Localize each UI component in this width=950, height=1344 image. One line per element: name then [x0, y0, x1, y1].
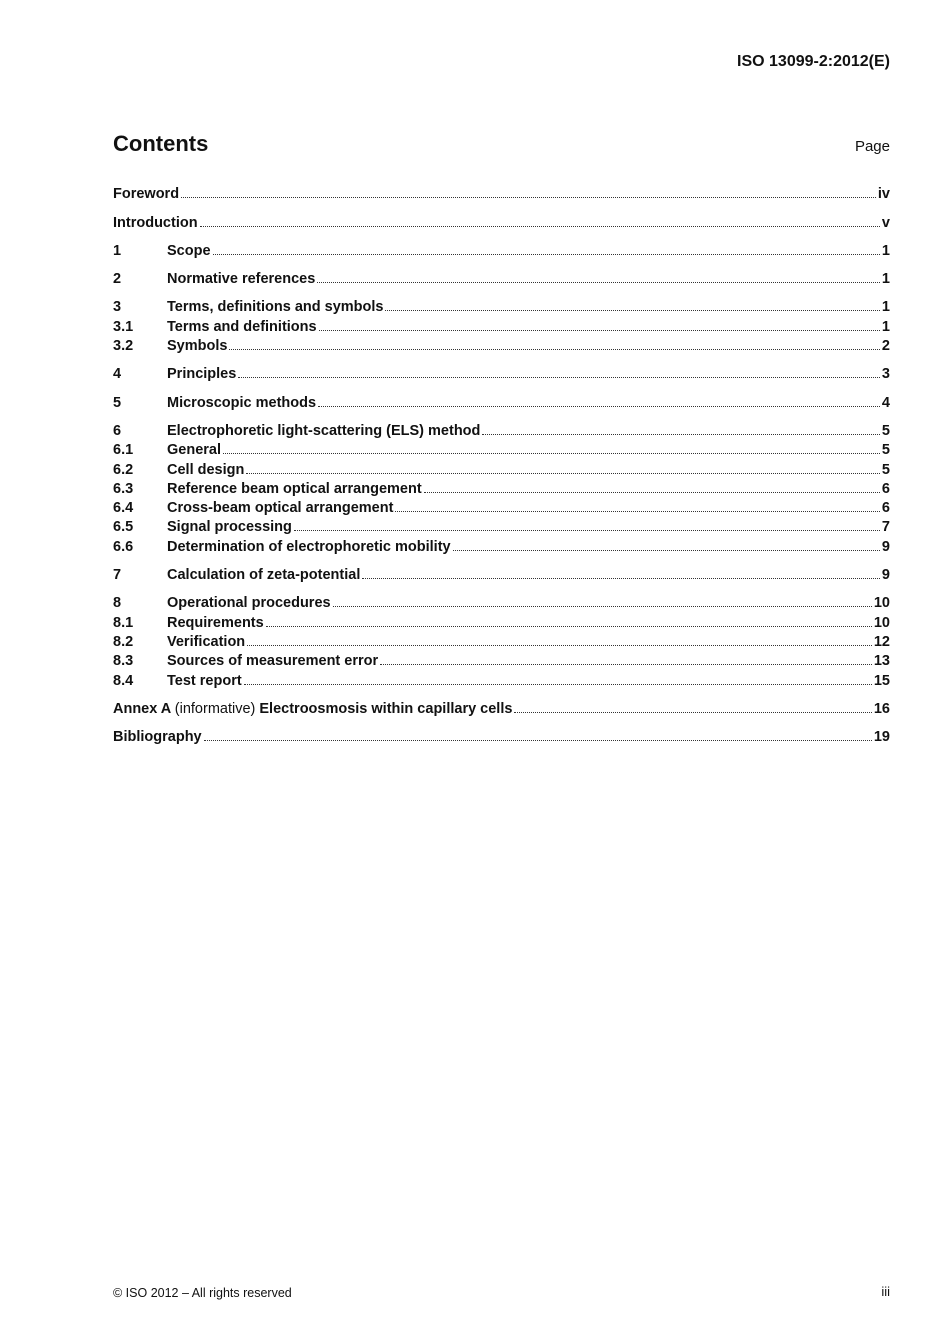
dot-leader: [453, 549, 880, 551]
toc-entry-number: 3.2: [113, 338, 134, 355]
toc-entry-foreword[interactable]: [113, 183, 890, 202]
toc-entry-page: 1: [881, 318, 890, 335]
dot-leader: [200, 225, 880, 227]
dot-leader: [514, 711, 871, 713]
toc-entry-title: Verification: [167, 633, 246, 650]
toc-entry-5[interactable]: [113, 391, 890, 410]
toc-entry-title: Reference beam optical arrangement: [167, 480, 422, 497]
toc-entry-title: Principles: [167, 366, 237, 383]
toc-entry-number: 5: [113, 394, 122, 411]
toc-entry-2[interactable]: [113, 268, 890, 287]
toc-entry-page: 6: [881, 500, 890, 517]
toc-entry-title: Test report: [167, 672, 242, 689]
toc-entry-number: 6.3: [113, 480, 134, 497]
toc-entry-number: 6: [113, 422, 122, 439]
toc-entry-page: 5: [881, 422, 890, 439]
dot-leader: [238, 376, 880, 378]
dot-leader: [362, 577, 880, 579]
toc-entry-title: [113, 701, 512, 717]
toc-entry-8-3[interactable]: [113, 650, 890, 669]
document-identifier: ISO 13099-2:2012(E): [737, 53, 890, 70]
toc-entry-page: 13: [873, 653, 890, 670]
toc-entry-title: Microscopic methods: [167, 394, 317, 411]
toc-entry-title: Electrophoretic light-scattering (ELS) method: [167, 422, 481, 439]
toc-entry-number: 6.2: [113, 461, 134, 478]
toc-entry-page: 1: [881, 242, 890, 259]
toc-entry-page: 16: [873, 700, 890, 717]
toc-entry-title: Bibliography: [113, 729, 202, 746]
dot-leader: [294, 529, 880, 531]
toc-entry-page: 1: [881, 271, 890, 288]
toc-entry-title: Scope: [167, 242, 211, 259]
toc-entry-6-5[interactable]: [113, 516, 890, 535]
toc-entry-number: 1: [113, 242, 122, 259]
toc-entry-4[interactable]: [113, 363, 890, 382]
dot-leader: [213, 253, 880, 255]
toc-entry-page: 5: [881, 442, 890, 459]
toc-entry-bibliography[interactable]: [113, 726, 890, 745]
toc-entry-title: Cross-beam optical arrangement: [167, 500, 394, 517]
dot-leader: [385, 309, 879, 311]
toc-entry-3-1[interactable]: [113, 315, 890, 334]
toc-entry-page: 1: [881, 299, 890, 316]
toc-entry-title: Operational procedures: [167, 595, 331, 612]
dot-leader: [181, 196, 876, 198]
dot-leader: [266, 625, 872, 627]
dot-leader: [424, 491, 880, 493]
toc-entry-page: 6: [881, 480, 890, 497]
toc-entry-number: 3: [113, 299, 122, 316]
page-number: iii: [881, 1284, 890, 1299]
toc-entry-number: 6.1: [113, 442, 134, 459]
toc-entry-title: Requirements: [167, 614, 264, 631]
toc-entry-page: v: [881, 214, 890, 231]
dot-leader: [247, 644, 872, 646]
toc-entry-title: Normative references: [167, 271, 316, 288]
dot-leader: [380, 663, 872, 665]
toc-entry-title: Signal processing: [167, 519, 292, 536]
toc-entry-page: 3: [881, 366, 890, 383]
toc-entry-number: 8.1: [113, 614, 134, 631]
dot-leader: [229, 348, 879, 350]
toc-entry-8-1[interactable]: [113, 611, 890, 630]
contents-heading: Contents: [113, 131, 209, 156]
table-of-contents: [113, 183, 890, 745]
toc-entry-number: 4: [113, 366, 122, 383]
toc-entry-page: 19: [873, 729, 890, 746]
dot-leader: [223, 452, 880, 454]
toc-entry-title: Foreword: [113, 186, 180, 203]
toc-entry-page: 10: [873, 595, 890, 612]
toc-entry-title: Symbols: [167, 338, 228, 355]
dot-leader: [246, 472, 880, 474]
toc-entry-page: 9: [881, 538, 890, 555]
toc-entry-number: 8.2: [113, 633, 134, 650]
dot-leader: [318, 405, 880, 407]
toc-entry-title: Sources of measurement error: [167, 653, 379, 670]
dot-leader: [319, 329, 880, 331]
toc-entry-6[interactable]: [113, 420, 890, 439]
toc-entry-number: 8.3: [113, 653, 134, 670]
toc-entry-number: 2: [113, 271, 122, 288]
dot-leader: [204, 739, 872, 741]
toc-entry-page: 10: [873, 614, 890, 631]
toc-entry-3-2[interactable]: [113, 335, 890, 354]
toc-entry-number: 6.6: [113, 538, 134, 555]
toc-entry-page: 5: [881, 461, 890, 478]
dot-leader: [395, 510, 879, 512]
dot-leader: [482, 433, 880, 435]
toc-entry-number: 7: [113, 567, 122, 584]
page-column-label: Page: [854, 138, 890, 155]
toc-entry-page: iv: [877, 186, 890, 203]
toc-entry-title: Calculation of zeta-potential: [167, 567, 361, 584]
toc-entry-number: 6.5: [113, 519, 134, 536]
toc-entry-number: 6.4: [113, 500, 134, 517]
toc-entry-title: Determination of electrophoretic mobility: [167, 538, 451, 555]
toc-entry-introduction[interactable]: [113, 211, 890, 230]
toc-entry-8[interactable]: [113, 592, 890, 611]
toc-entry-number: 8.4: [113, 672, 134, 689]
toc-entry-page: 4: [881, 394, 890, 411]
toc-entry-page: 9: [881, 567, 890, 584]
toc-entry-title: Introduction: [113, 214, 198, 231]
dot-leader: [333, 605, 872, 607]
toc-entry-title: Cell design: [167, 461, 245, 478]
annex-title: Electroosmosis within capillary cells: [259, 700, 513, 717]
toc-entry-title: Terms and definitions: [167, 318, 317, 335]
toc-entry-title: Terms, definitions and symbols: [167, 299, 384, 316]
toc-entry-7[interactable]: [113, 564, 890, 583]
copyright-notice: © ISO 2012 – All rights reserved: [113, 1286, 292, 1300]
toc-entry-6-4[interactable]: [113, 497, 890, 516]
toc-entry-8-4[interactable]: [113, 669, 890, 688]
dot-leader: [244, 683, 872, 685]
annex-prefix: Annex A: [113, 700, 171, 717]
toc-entry-8-2[interactable]: [113, 631, 890, 650]
toc-entry-6-3[interactable]: [113, 478, 890, 497]
toc-entry-6-2[interactable]: [113, 458, 890, 477]
toc-entry-page: 15: [873, 672, 890, 689]
toc-entry-page: 12: [873, 633, 890, 650]
toc-entry-annex-a[interactable]: [113, 698, 890, 717]
toc-entry-1[interactable]: [113, 240, 890, 259]
toc-entry-page: 2: [881, 338, 890, 355]
annex-qualifier: (informative): [174, 700, 256, 717]
toc-entry-3[interactable]: [113, 296, 890, 315]
dot-leader: [317, 281, 880, 283]
toc-entry-page: 7: [881, 519, 890, 536]
toc-entry-6-1[interactable]: [113, 439, 890, 458]
toc-entry-6-6[interactable]: [113, 535, 890, 554]
toc-entry-title: General: [167, 442, 221, 459]
toc-entry-number: 8: [113, 595, 122, 612]
toc-entry-number: 3.1: [113, 318, 134, 335]
